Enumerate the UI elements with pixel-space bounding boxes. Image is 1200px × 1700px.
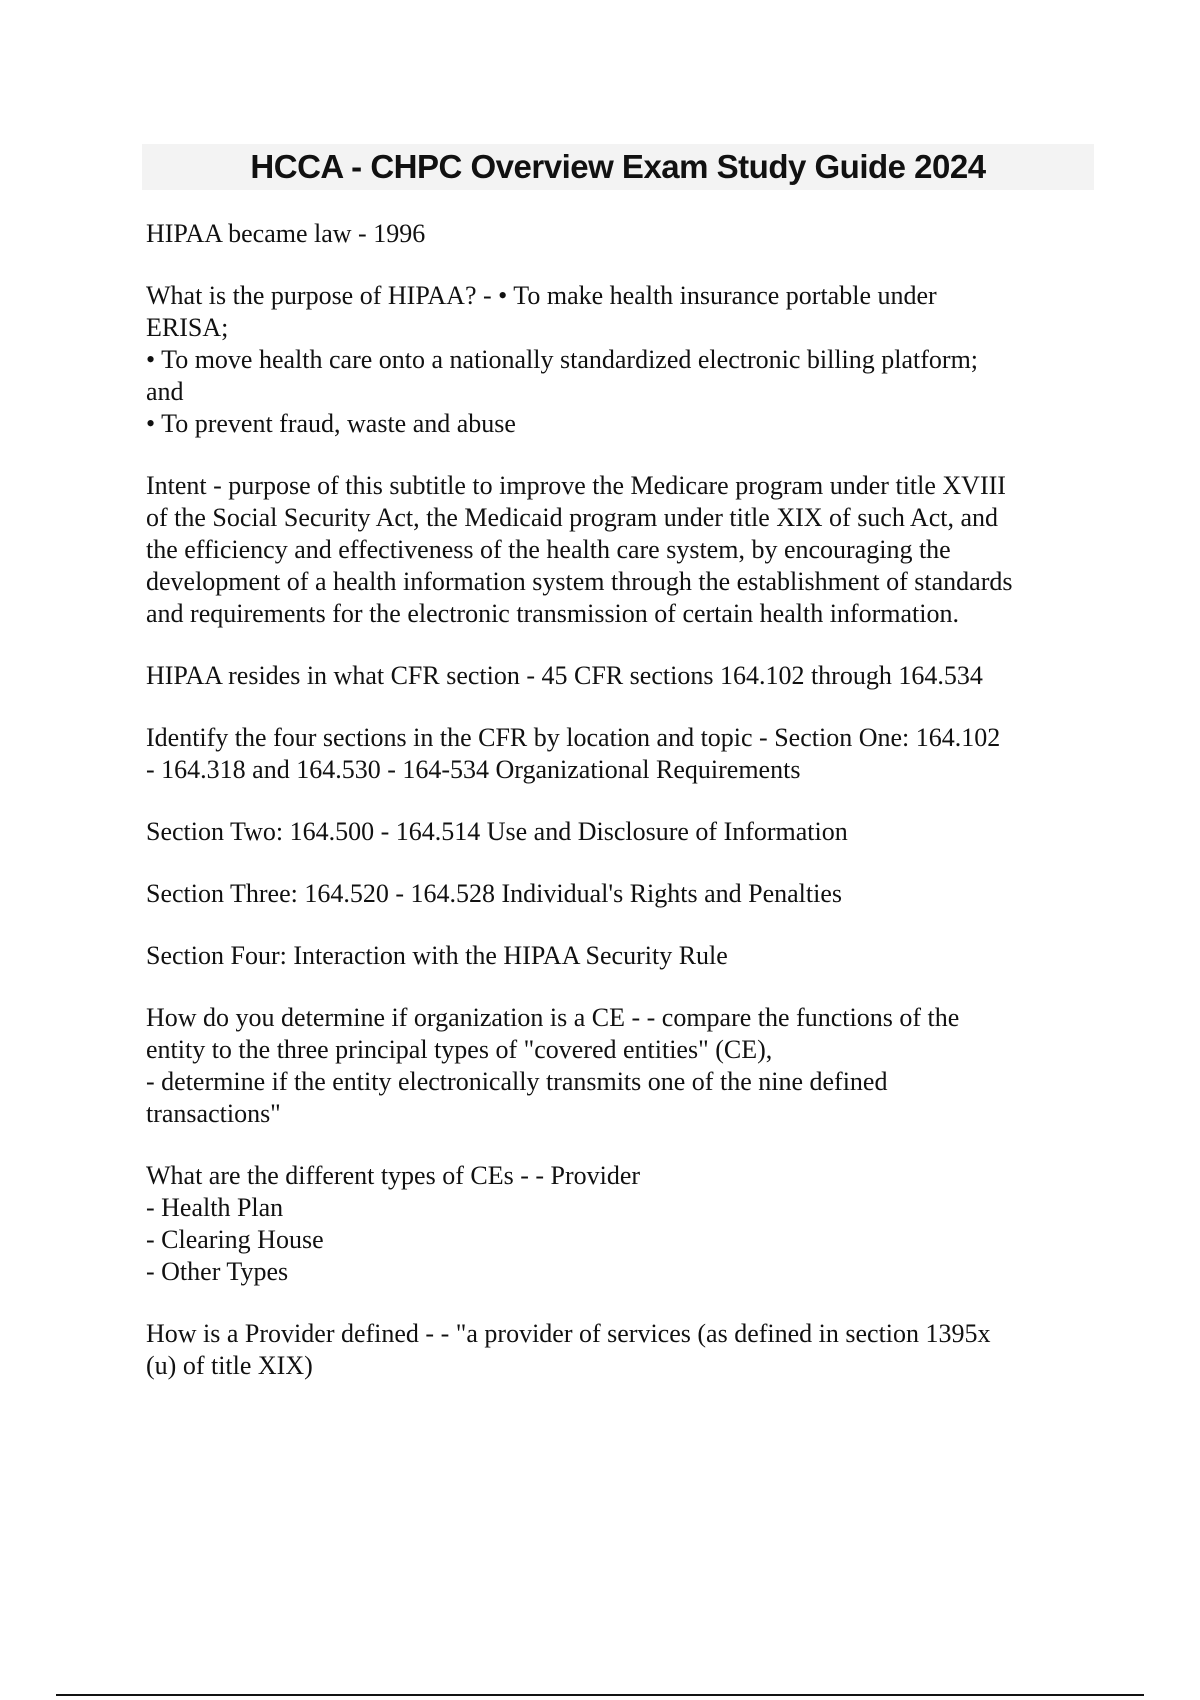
text-line: Section Three: 164.520 - 164.528 Individual's Rights and Penalties [146,879,843,908]
text-line: - Clearing House [146,1225,324,1254]
text-line: How do you determine if organization is a CE - - compare the functions of the [146,1003,960,1032]
paragraph-purpose-of-hipaa [146,280,1086,440]
paragraph-section-three [146,878,1086,910]
title-banner [142,144,1094,190]
text-line: • To prevent fraud, waste and abuse [146,409,516,438]
text-line: HIPAA resides in what CFR section - 45 CFR sections 164.102 through 164.534 [146,661,983,690]
document-title: HCCA - CHPC Overview Exam Study Guide 2024 [250,148,986,185]
text-line: - Health Plan [146,1193,284,1222]
text-line: entity to the three principal types of "covered entities" (CE), [146,1035,773,1064]
text-line: and requirements for the electronic transmission of certain health information. [146,599,959,628]
paragraph-section-two [146,816,1086,848]
paragraph-section-four [146,940,1086,972]
text-line: (u) of title XIX) [146,1351,313,1380]
text-line: the efficiency and effectiveness of the health care system, by encouraging the [146,535,951,564]
text-line: Section Two: 164.500 - 164.514 Use and Disclosure of Information [146,817,848,846]
text-line: Intent - purpose of this subtitle to improve the Medicare program under title XVIII [146,471,1006,500]
paragraph-provider-defined [146,1318,1086,1382]
text-line: Section Four: Interaction with the HIPAA Security Rule [146,941,728,970]
text-line: - determine if the entity electronically transmits one of the nine defined [146,1067,888,1096]
paragraph-determine-ce [146,1002,1086,1130]
text-line: - 164.318 and 164.530 - 164-534 Organizational Requirements [146,755,801,784]
paragraph-types-of-ces [146,1160,1086,1288]
text-line: ERISA; [146,313,229,342]
text-line: What is the purpose of HIPAA? - • To make health insurance portable under [146,281,937,310]
paragraph-cfr-section [146,660,1086,692]
text-line: • To move health care onto a nationally standardized electronic billing platform; [146,345,979,374]
paragraph-four-sections [146,722,1086,786]
text-line: of the Social Security Act, the Medicaid program under title XIX of such Act, and [146,503,998,532]
text-line: Identify the four sections in the CFR by location and topic - Section One: 164.102 [146,723,1001,752]
text-line: - Other Types [146,1257,289,1286]
text-line: transactions" [146,1099,281,1128]
text-line: HIPAA became law - 1996 [146,219,426,248]
document-body [146,218,1086,1412]
text-line: What are the different types of CEs - - Provider [146,1161,641,1190]
paragraph-intent [146,470,1086,630]
paragraph-hipaa-became-law [146,218,1086,250]
bottom-divider [56,1694,1144,1696]
text-line: How is a Provider defined - - "a provider of services (as defined in section 1395x [146,1319,991,1348]
text-line: and [146,377,184,406]
text-line: development of a health information system through the establishment of standards [146,567,1013,596]
